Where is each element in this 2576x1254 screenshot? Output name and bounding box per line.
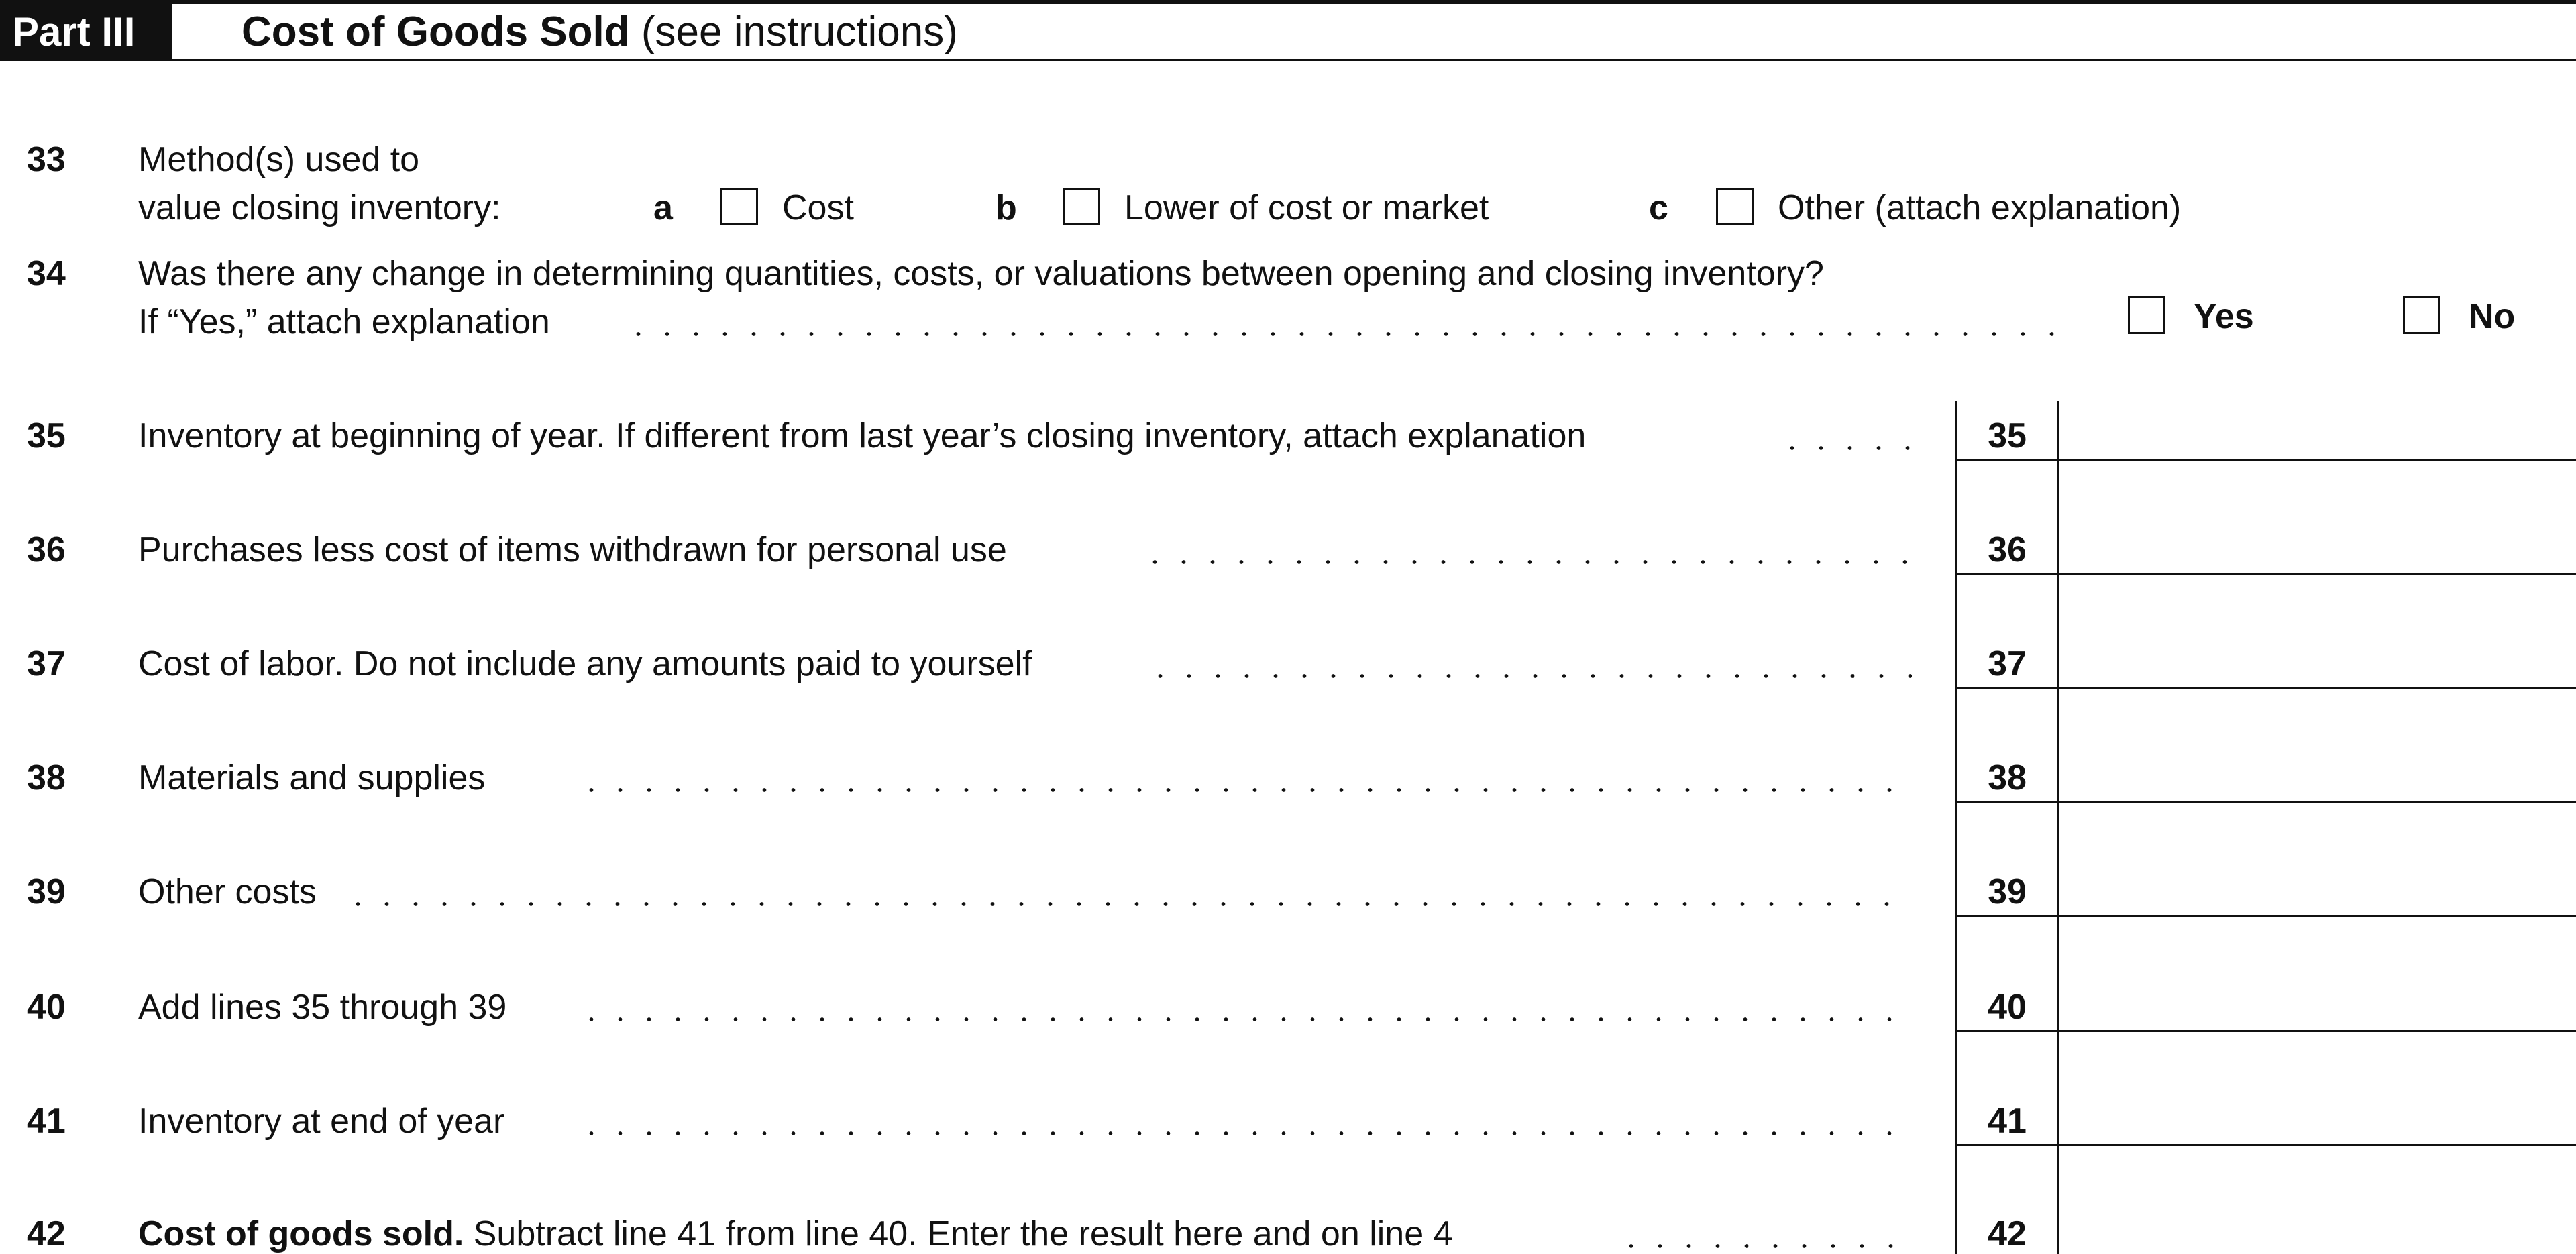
amount-input-line-42[interactable] bbox=[2073, 1206, 2559, 1254]
row-rule bbox=[1955, 801, 2576, 803]
other-method-label: Other (attach explanation) bbox=[1778, 188, 2182, 227]
row-rule bbox=[1955, 915, 2576, 917]
leader-dots bbox=[577, 1131, 1912, 1135]
line-ref: 37 bbox=[1988, 644, 2027, 683]
amount-input-line-37[interactable] bbox=[2073, 636, 2559, 684]
row-rule bbox=[1955, 687, 2576, 689]
row-rule bbox=[1955, 459, 2576, 461]
line-number: 39 bbox=[27, 872, 66, 911]
line-text: Inventory at beginning of year. If different from last year’s closing inventory, attach explanation bbox=[138, 416, 1587, 455]
line-text-rest: Subtract line 41 from line 40. Enter the result here and on line 4 bbox=[464, 1214, 1453, 1253]
line-number: 40 bbox=[27, 988, 66, 1027]
line-34-text-1: Was there any change in determining quantities, costs, or valuations between opening and closing inventory? bbox=[138, 254, 1824, 293]
amount-input-line-39[interactable] bbox=[2073, 864, 2559, 912]
line-text bbox=[138, 1214, 1453, 1254]
line-text: Cost of labor. Do not include any amounts paid to yourself bbox=[138, 644, 1032, 683]
line-ref: 39 bbox=[1988, 872, 2027, 911]
line-text: Other costs bbox=[138, 872, 317, 911]
line-ref: 41 bbox=[1988, 1102, 2027, 1141]
lower-of-cost-checkbox[interactable] bbox=[1063, 188, 1100, 225]
no-label: No bbox=[2469, 297, 2516, 336]
option-b-letter: b bbox=[996, 188, 1017, 227]
line-text: Purchases less cost of items withdrawn for personal use bbox=[138, 530, 1007, 569]
line-text: Inventory at end of year bbox=[138, 1102, 505, 1141]
yes-label: Yes bbox=[2194, 297, 2254, 336]
line-ref: 35 bbox=[1988, 416, 2027, 455]
amount-input-line-41[interactable] bbox=[2073, 1093, 2559, 1141]
amount-input-line-36[interactable] bbox=[2073, 522, 2559, 570]
amount-input-line-35[interactable] bbox=[2073, 408, 2559, 456]
line-34-number: 34 bbox=[27, 254, 66, 293]
option-a-letter: a bbox=[653, 188, 673, 227]
line-33-number: 33 bbox=[27, 140, 66, 179]
part-title-note: (see instructions) bbox=[641, 9, 958, 55]
line-34-text-2: If “Yes,” attach explanation bbox=[138, 302, 550, 341]
leader-dots bbox=[343, 902, 1912, 906]
yes-checkbox[interactable] bbox=[2128, 296, 2165, 334]
leader-dots bbox=[577, 1017, 1912, 1021]
line-ref: 40 bbox=[1988, 988, 2027, 1027]
row-rule bbox=[1955, 573, 2576, 575]
line-text-bold: Cost of goods sold. bbox=[138, 1214, 464, 1253]
cost-checkbox[interactable] bbox=[720, 188, 758, 225]
line-number: 37 bbox=[27, 644, 66, 683]
line-33-text-2: value closing inventory: bbox=[138, 188, 501, 227]
leader-dots bbox=[624, 332, 2073, 336]
line-number: 41 bbox=[27, 1102, 66, 1141]
part-title bbox=[241, 4, 958, 60]
line-ref: 42 bbox=[1988, 1214, 2027, 1253]
leader-dots bbox=[1778, 446, 1912, 450]
leader-dots bbox=[1617, 1244, 1912, 1248]
line-number: 42 bbox=[27, 1214, 66, 1253]
other-method-checkbox[interactable] bbox=[1716, 188, 1754, 225]
part-title-bold: Cost of Goods Sold bbox=[241, 9, 630, 55]
leader-dots bbox=[1140, 560, 1912, 564]
cost-label: Cost bbox=[782, 188, 854, 227]
row-rule bbox=[1955, 1030, 2576, 1032]
line-text: Add lines 35 through 39 bbox=[138, 988, 507, 1027]
line-number: 35 bbox=[27, 416, 66, 455]
line-33-text-1: Method(s) used to bbox=[138, 140, 420, 179]
header-bottom-rule bbox=[0, 59, 2576, 61]
lower-of-cost-label: Lower of cost or market bbox=[1124, 188, 1489, 227]
line-number: 38 bbox=[27, 758, 66, 797]
part-label: Part III bbox=[0, 4, 172, 60]
line-ref: 38 bbox=[1988, 758, 2027, 797]
line-number: 36 bbox=[27, 530, 66, 569]
line-text: Materials and supplies bbox=[138, 758, 486, 797]
row-rule bbox=[1955, 1144, 2576, 1146]
option-c-letter: c bbox=[1649, 188, 1668, 227]
amount-input-line-38[interactable] bbox=[2073, 750, 2559, 798]
line-ref: 36 bbox=[1988, 530, 2027, 569]
no-checkbox[interactable] bbox=[2403, 296, 2440, 334]
leader-dots bbox=[577, 788, 1912, 792]
amount-input-line-40[interactable] bbox=[2073, 979, 2559, 1027]
leader-dots bbox=[1146, 674, 1912, 678]
